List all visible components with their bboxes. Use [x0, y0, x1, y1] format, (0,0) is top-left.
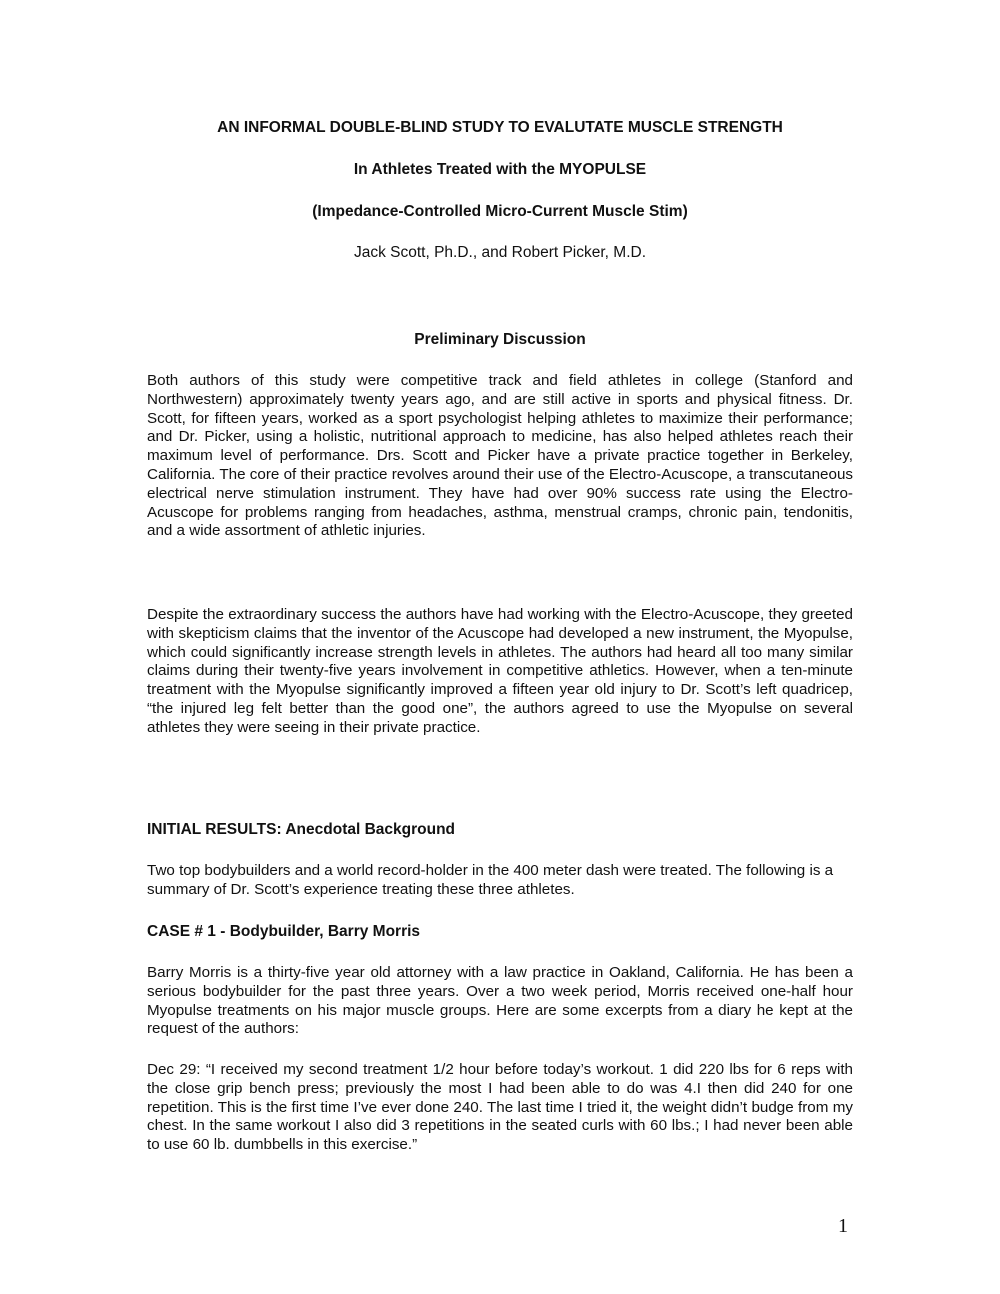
- document-subtitle-2: (Impedance-Controlled Micro-Current Muscle Stim): [312, 203, 688, 220]
- document-subtitle: In Athletes Treated with the MYOPULSE: [353, 161, 647, 178]
- paragraph-preliminary-1: Both authors of this study were competitive track and field athletes in college (Stanford and Northwestern) approximately twenty years ago, and are still active in sports and physical fitness. Dr. Scott, for fifteen years, worked as a sport psychologist helping athletes to maximize their performance; and Dr. Picker, using a holistic, nutritional approach to medicine, has also helped athletes reach their maximum level of performance. Drs. Scott and Picker have a private practice together in Berkeley, California. The core of their practice revolves around their use of the Electro-Acuscope, a transcutaneous electrical nerve stimulation instrument. They have had over 90% success rate using the Electro-Acuscope for problems ranging from headaches, asthma, menstrual cramps, chronic pain, tendonitis, and a wide assortment of athletic injuries.: [147, 372, 853, 540]
- section-heading-initial-results: INITIAL RESULTS: Anecdotal Background: [147, 821, 456, 838]
- section-heading-case-1: CASE # 1 - Bodybuilder, Barry Morris: [147, 923, 421, 940]
- document-authors: Jack Scott, Ph.D., and Robert Picker, M.D.: [353, 244, 647, 261]
- paragraph-preliminary-2: Despite the extraordinary success the authors have had working with the Electro-Acuscope, they greeted with skepticism claims that the inventor of the Acuscope had developed a new instrument, the Myopulse, which could significantly increase strength levels in athletes. The authors had heard all too many similar claims during their twenty-five years involvement in competitive athletics. However, when a ten-minute treatment with the Myopulse significantly improved a fifteen year old injury to Dr. Scott’s left quadricep, “the injured leg felt better than the good one”, the authors agreed to use the Myopulse on several athletes they were seeing in their private practice.: [147, 606, 853, 736]
- paragraph-case-1-intro: Barry Morris is a thirty-five year old attorney with a law practice in Oakland, California. He has been a serious bodybuilder for the past three years. Over a two week period, Morris received one-half hour Myopulse treatments on his major muscle groups. Here are some excerpts from a diary he kept at the request of the authors:: [147, 964, 853, 1038]
- section-heading-preliminary: Preliminary Discussion: [414, 331, 586, 348]
- paragraph-case-1-diary: Dec 29: “I received my second treatment 1/2 hour before today’s workout. 1 did 220 lbs for 6 reps with the close grip bench press; previously the most I had been able to do was 4.I then did 240 for one repetition. This is the first time I’ve ever done 240. The last time I tried it, the weight didn’t budge from my chest. In the same workout I also did 3 repetitions in the seated curls with 60 lbs.; I had never been able to use 60 lb. dumbbells in this exercise.”: [147, 1061, 853, 1154]
- page-number: 1: [838, 1215, 848, 1237]
- document-title: AN INFORMAL DOUBLE-BLIND STUDY TO EVALUTATE MUSCLE STRENGTH: [217, 119, 783, 136]
- paragraph-initial-results: Two top bodybuilders and a world record-holder in the 400 meter dash were treated. The following is a summary of Dr. Scott’s experience treating these three athletes.: [147, 862, 834, 898]
